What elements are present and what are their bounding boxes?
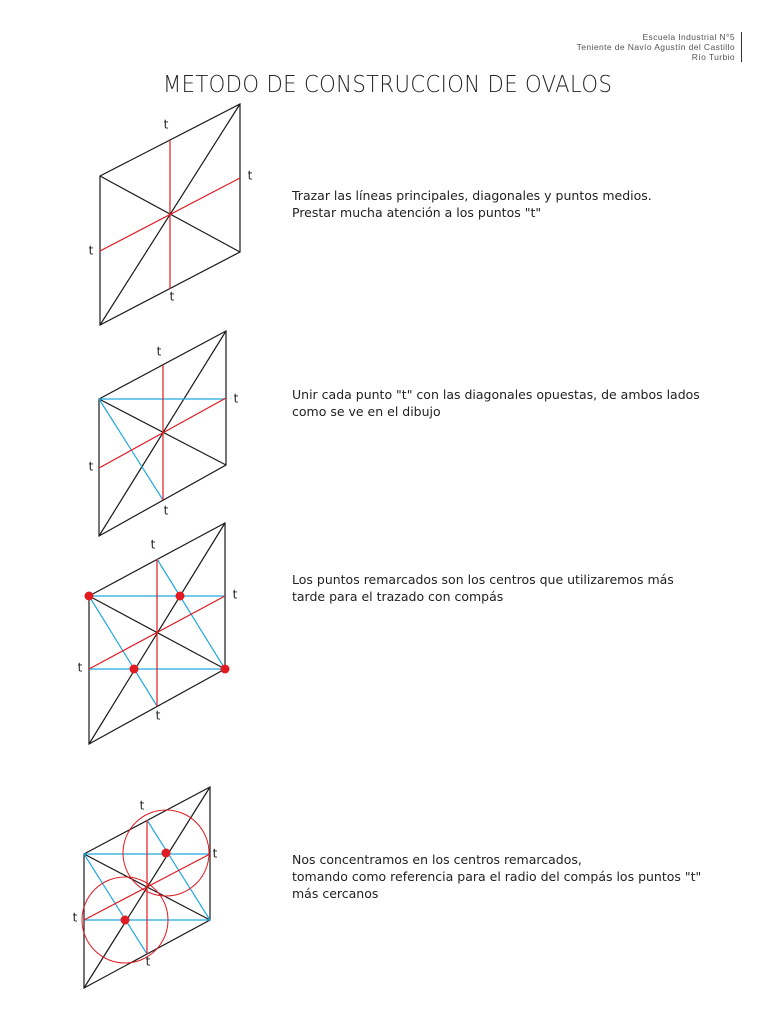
point-t-bottom: t xyxy=(155,708,161,723)
step-4-line-1: Nos concentramos en los centros remarcados, xyxy=(292,852,582,867)
center-point xyxy=(162,849,171,858)
point-t-right: t xyxy=(212,846,218,861)
step-2-line-1: Unir cada punto "t" con las diagonales opuestas, de ambos lados xyxy=(292,387,700,402)
point-t-left: t xyxy=(88,459,94,474)
point-t-left: t xyxy=(77,660,83,675)
point-t-right: t xyxy=(232,587,238,602)
step-1-line-1: Trazar las líneas principales, diagonales y puntos medios. xyxy=(292,188,652,203)
point-t-right: t xyxy=(233,391,239,406)
school-name: Escuela Industrial N°5 xyxy=(642,32,735,42)
step-4-figure xyxy=(73,787,218,988)
point-t-bottom: t xyxy=(145,954,151,969)
page-title: METODO DE CONSTRUCCION DE OVALOS xyxy=(163,72,613,98)
point-t-left: t xyxy=(72,910,78,925)
point-t-top: t xyxy=(156,344,162,359)
point-t-left: t xyxy=(88,243,94,258)
point-t-right: t xyxy=(247,168,253,183)
school-location: Río Turbio xyxy=(691,52,735,62)
point-t-top: t xyxy=(163,117,169,132)
step-4-description xyxy=(292,851,752,902)
center-point xyxy=(176,592,185,601)
step-2-line-2: como se ve en el dibujo xyxy=(292,404,441,419)
point-t-top: t xyxy=(139,798,145,813)
step-2-figure xyxy=(89,331,239,536)
point-t-bottom: t xyxy=(163,503,169,518)
school-patron: Teniente de Navío Agustín del Castillo xyxy=(576,42,735,52)
step-3-description xyxy=(292,571,752,605)
step-3-figure xyxy=(78,523,238,744)
point-t-top: t xyxy=(150,537,156,552)
step-4-line-3: más cercanos xyxy=(292,886,379,901)
step-2-description xyxy=(292,386,752,420)
center-point xyxy=(130,665,139,674)
step-1-line-2: Prestar mucha atención a los puntos "t" xyxy=(292,205,542,220)
center-point xyxy=(221,665,230,674)
step-1-description xyxy=(292,187,752,221)
step-3-line-1: Los puntos remarcados son los centros que utilizaremos más xyxy=(292,572,674,587)
point-t-bottom: t xyxy=(169,289,175,304)
center-point xyxy=(121,916,130,925)
step-4-line-2: tomando como referencia para el radio del compás los puntos "t" xyxy=(292,869,702,884)
step-3-line-2: tarde para el trazado con compás xyxy=(292,589,504,604)
center-point xyxy=(85,592,94,601)
step-1-figure xyxy=(89,104,253,325)
